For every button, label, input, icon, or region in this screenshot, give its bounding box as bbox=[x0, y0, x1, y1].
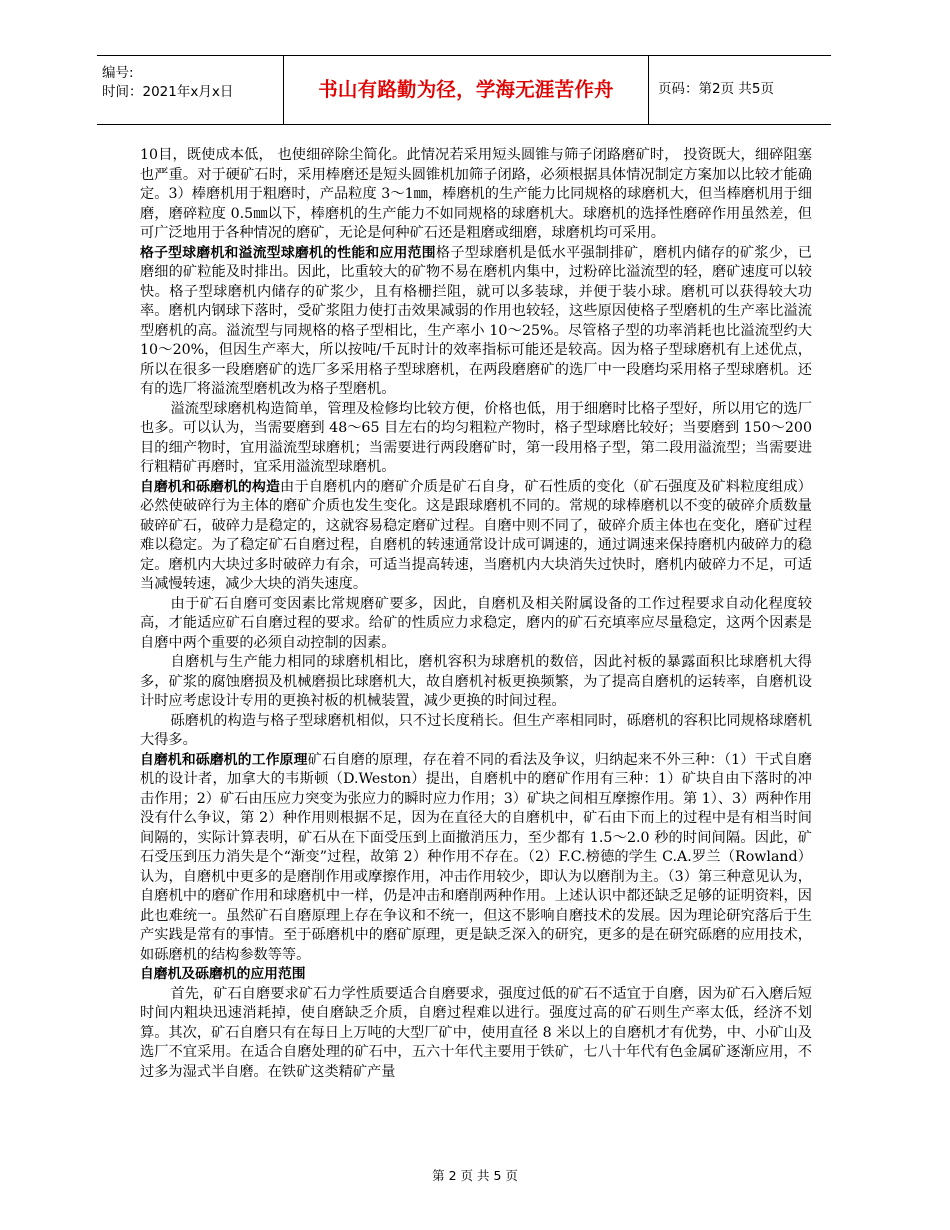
paragraph-text: 10目，既使成本低， 也使细碎除尘简化。此情况若采用短头圆锥与筛子闭路磨矿时， 投资既大，细碎阻塞也严重。对于硬矿石时，采用棒磨还是短头圆锥机加筛子闭路，必须根据具体情况制定方案加以比较才能确定。3）棒磨机用于粗磨时，产品粒度 3～1㎜，棒磨机的生产能力比同规格的球磨机大，但当棒磨机用于细磨，磨碎粒度 0.5㎜以下，棒磨机的生产能力不如同规格的球磨机大。球磨机的选择性磨碎作用虽然差，但可广泛地用于各种情况的磨矿，无论是何种矿石还是粗磨或细磨，球磨机均可采用。 bbox=[140, 147, 812, 241]
paragraph-text: 格子型球磨机是低水平强制排矿，磨机内储存的矿浆少，已磨细的矿粒能及时排出。因此，比重较大的矿物不易在磨机内集中，过粉碎比溢流型的轻，磨矿速度可以较快。格子型球磨机内储存的矿浆少，且有格栅拦阻，就可以多装球，并便于装小球。磨机可以获得较大功率。磨机内钢球下落时，受矿浆阻力使打击效果减弱的作用也较轻，这些原因使格子型磨机的生产率比溢流型磨机的高。溢流型与同规格的格子型相比，生产率小 10～25%。尽管格子型的功率消耗也比溢流型约大 10～20%，但因生产率大，所以按吨/千瓦时计的效率指标可能还是较高。因为格子型球磨机有上述优点，所以在很多一段磨磨矿的选厂多采用格子型球磨机，在两段磨磨矿的选厂中一段磨均采用格子型球磨机。还有的选厂将溢流型磨机改为格子型磨机。 bbox=[140, 244, 812, 397]
header-meta bbox=[97, 56, 283, 124]
paragraph-text: 砾磨机的构造与格子型球磨机相似，只不过长度稍长。但生产率相同时，砾磨机的容积比同规格球磨机大得多。 bbox=[140, 712, 812, 748]
section-heading: 自磨机和砾磨机的构造 bbox=[140, 478, 280, 495]
page-footer: 第 2 页 共 5 页 bbox=[432, 1168, 518, 1183]
paragraph bbox=[140, 712, 812, 751]
paragraph-text: 由于自磨机内的磨矿介质是矿石自身，矿石性质的变化（矿石强度及矿料粒度组成）必然使破碎行为主体的磨矿介质也发生变化。这是跟球磨机不同的。常规的球棒磨机以不变的破碎介质数量破碎矿石，破碎力是稳定的，这就容易稳定磨矿过程。自磨中则不同了，破碎介质主体也在变化，磨矿过程难以稳定。为了稳定矿石自磨过程，自磨机的转速通常设计成可调速的，通过调速来保持磨机内破碎力的稳定。磨机内大块过多时破碎力有余，可适当提高转速，当磨机内大块消失过快时，磨机内破碎力不足，可适当减慢转速，减少大块的消失速度。 bbox=[140, 478, 812, 592]
header-divider bbox=[648, 56, 649, 124]
paragraph-text: 由于矿石自磨可变因素比常规磨矿要多，因此，自磨机及相关附属设备的工作过程要求自动化程度较高，才能适应矿石自磨过程的要求。给矿的性质应力求稳定，磨内的矿石充填率应尽量稳定，这两个因素是自磨中两个重要的必须自动控制的因素。 bbox=[140, 595, 812, 651]
section-heading: 格子型球磨机和溢流型球磨机的性能和应用范围 bbox=[140, 244, 436, 261]
time-line: 时间：2021年x月x日 bbox=[102, 84, 234, 100]
paragraph bbox=[140, 985, 812, 1083]
paragraph bbox=[140, 965, 812, 985]
paragraph bbox=[140, 751, 812, 966]
page-header bbox=[97, 55, 831, 125]
section-heading: 自磨机和砾磨机的工作原理 bbox=[140, 751, 308, 768]
paragraph bbox=[140, 653, 812, 712]
paragraph-text: 矿石自磨的原理，存在着不同的看法及争议，归纳起来不外三种：（1）干式自磨机的设计者，加拿大的韦斯顿（D.Weston）提出，自磨机中的磨矿作用有三种：1）矿块自由下落时的冲击作用；2）矿石由压应力突变为张应力的瞬时应力作用；3）矿块之间相互摩擦作用。第 1）、3）两种作用没有什么争议，第 2）种作用则根据不足，因为在直径大的自磨机中，矿石由下而上的过程中是有相当时间间隔的，实际计算表明，矿石从在下面受压到上面撤消压力，至少都有 1.5～2.0 秒的时间间隔。因此，矿石受压到压力消失是个“渐变”过程，故第 2）种作用不存在。（2）F.C.榜德的学生 C.A.罗兰（Rowland）认为，自磨机中更多的是磨削作用或摩擦作用，冲击作用较少，即认为以磨削为主。（3）第三种意见认为，自磨机中的磨矿作用和球磨机中一样，仍是冲击和磨削两种作用。上述认识中都还缺乏足够的证明资料，因此也难统一。虽然矿石自磨原理上存在争议和不统一，但这不影响自磨技术的发展。因为理论研究落后于生产实践是常有的事情。至于砾磨机中的磨矿原理，更是缺乏深入的研究，更多的是在研究砾磨的应用技术，如砾磨机的结构参数等等。 bbox=[140, 751, 812, 963]
paragraph bbox=[140, 244, 812, 400]
paragraph bbox=[140, 478, 812, 595]
document-body bbox=[140, 146, 812, 1082]
header-page-info: 页码：第2页 共5页 bbox=[658, 81, 774, 97]
paragraph-text: 溢流型球磨机构造简单，管理及检修均比较方便，价格也低，用于细磨时比格子型好，所以用它的选厂也多。可以认为，当需要磨到 48～65 目左右的均匀粗粒产物时，格子型球磨比较好；当要磨到 150～200 目的细产物时，宜用溢流型球磨机；当需要进行两段磨矿时，第一段用格子型，第二段用溢流型；当需要进行粗精矿再磨时，宜采用溢流型球磨机。 bbox=[140, 400, 812, 475]
number-label: 编号: bbox=[102, 65, 134, 81]
section-heading: 自磨机及砾磨机的应用范围 bbox=[140, 966, 306, 982]
header-motto: 书山有路勤为径，学海无涯苦作舟 bbox=[318, 78, 614, 101]
paragraph-text: 自磨机与生产能力相同的球磨机相比，磨机容积为球磨机的数倍，因此衬板的暴露面积比球磨机大得多，矿浆的腐蚀磨损及机械磨损比球磨机大，故自磨机衬板更换频繁，为了提高自磨机的运转率，自磨机设计时应考虑设计专用的更换衬板的机械装置，减少更换的时间过程。 bbox=[140, 654, 812, 709]
paragraph-text: 首先，矿石自磨要求矿石力学性质要适合自磨要求，强度过低的矿石不适宜于自磨，因为矿石入磨后短时间内粗块迅速消耗掉，使自磨缺乏介质，自磨过程难以进行。强度过高的矿石则生产率太低，经济不划算。其次，矿石自磨只有在每日上万吨的大型厂矿中，使用直径 8 米以上的自磨机才有优势，中、小矿山及选厂不宜采用。在适合自磨处理的矿石中，五六十年代主要用于铁矿，七八十年代有色金属矿逐渐应用，不过多为湿式半自磨。在铁矿这类精矿产量 bbox=[140, 985, 812, 1080]
paragraph bbox=[140, 146, 812, 244]
paragraph bbox=[140, 400, 812, 478]
paragraph bbox=[140, 595, 812, 654]
